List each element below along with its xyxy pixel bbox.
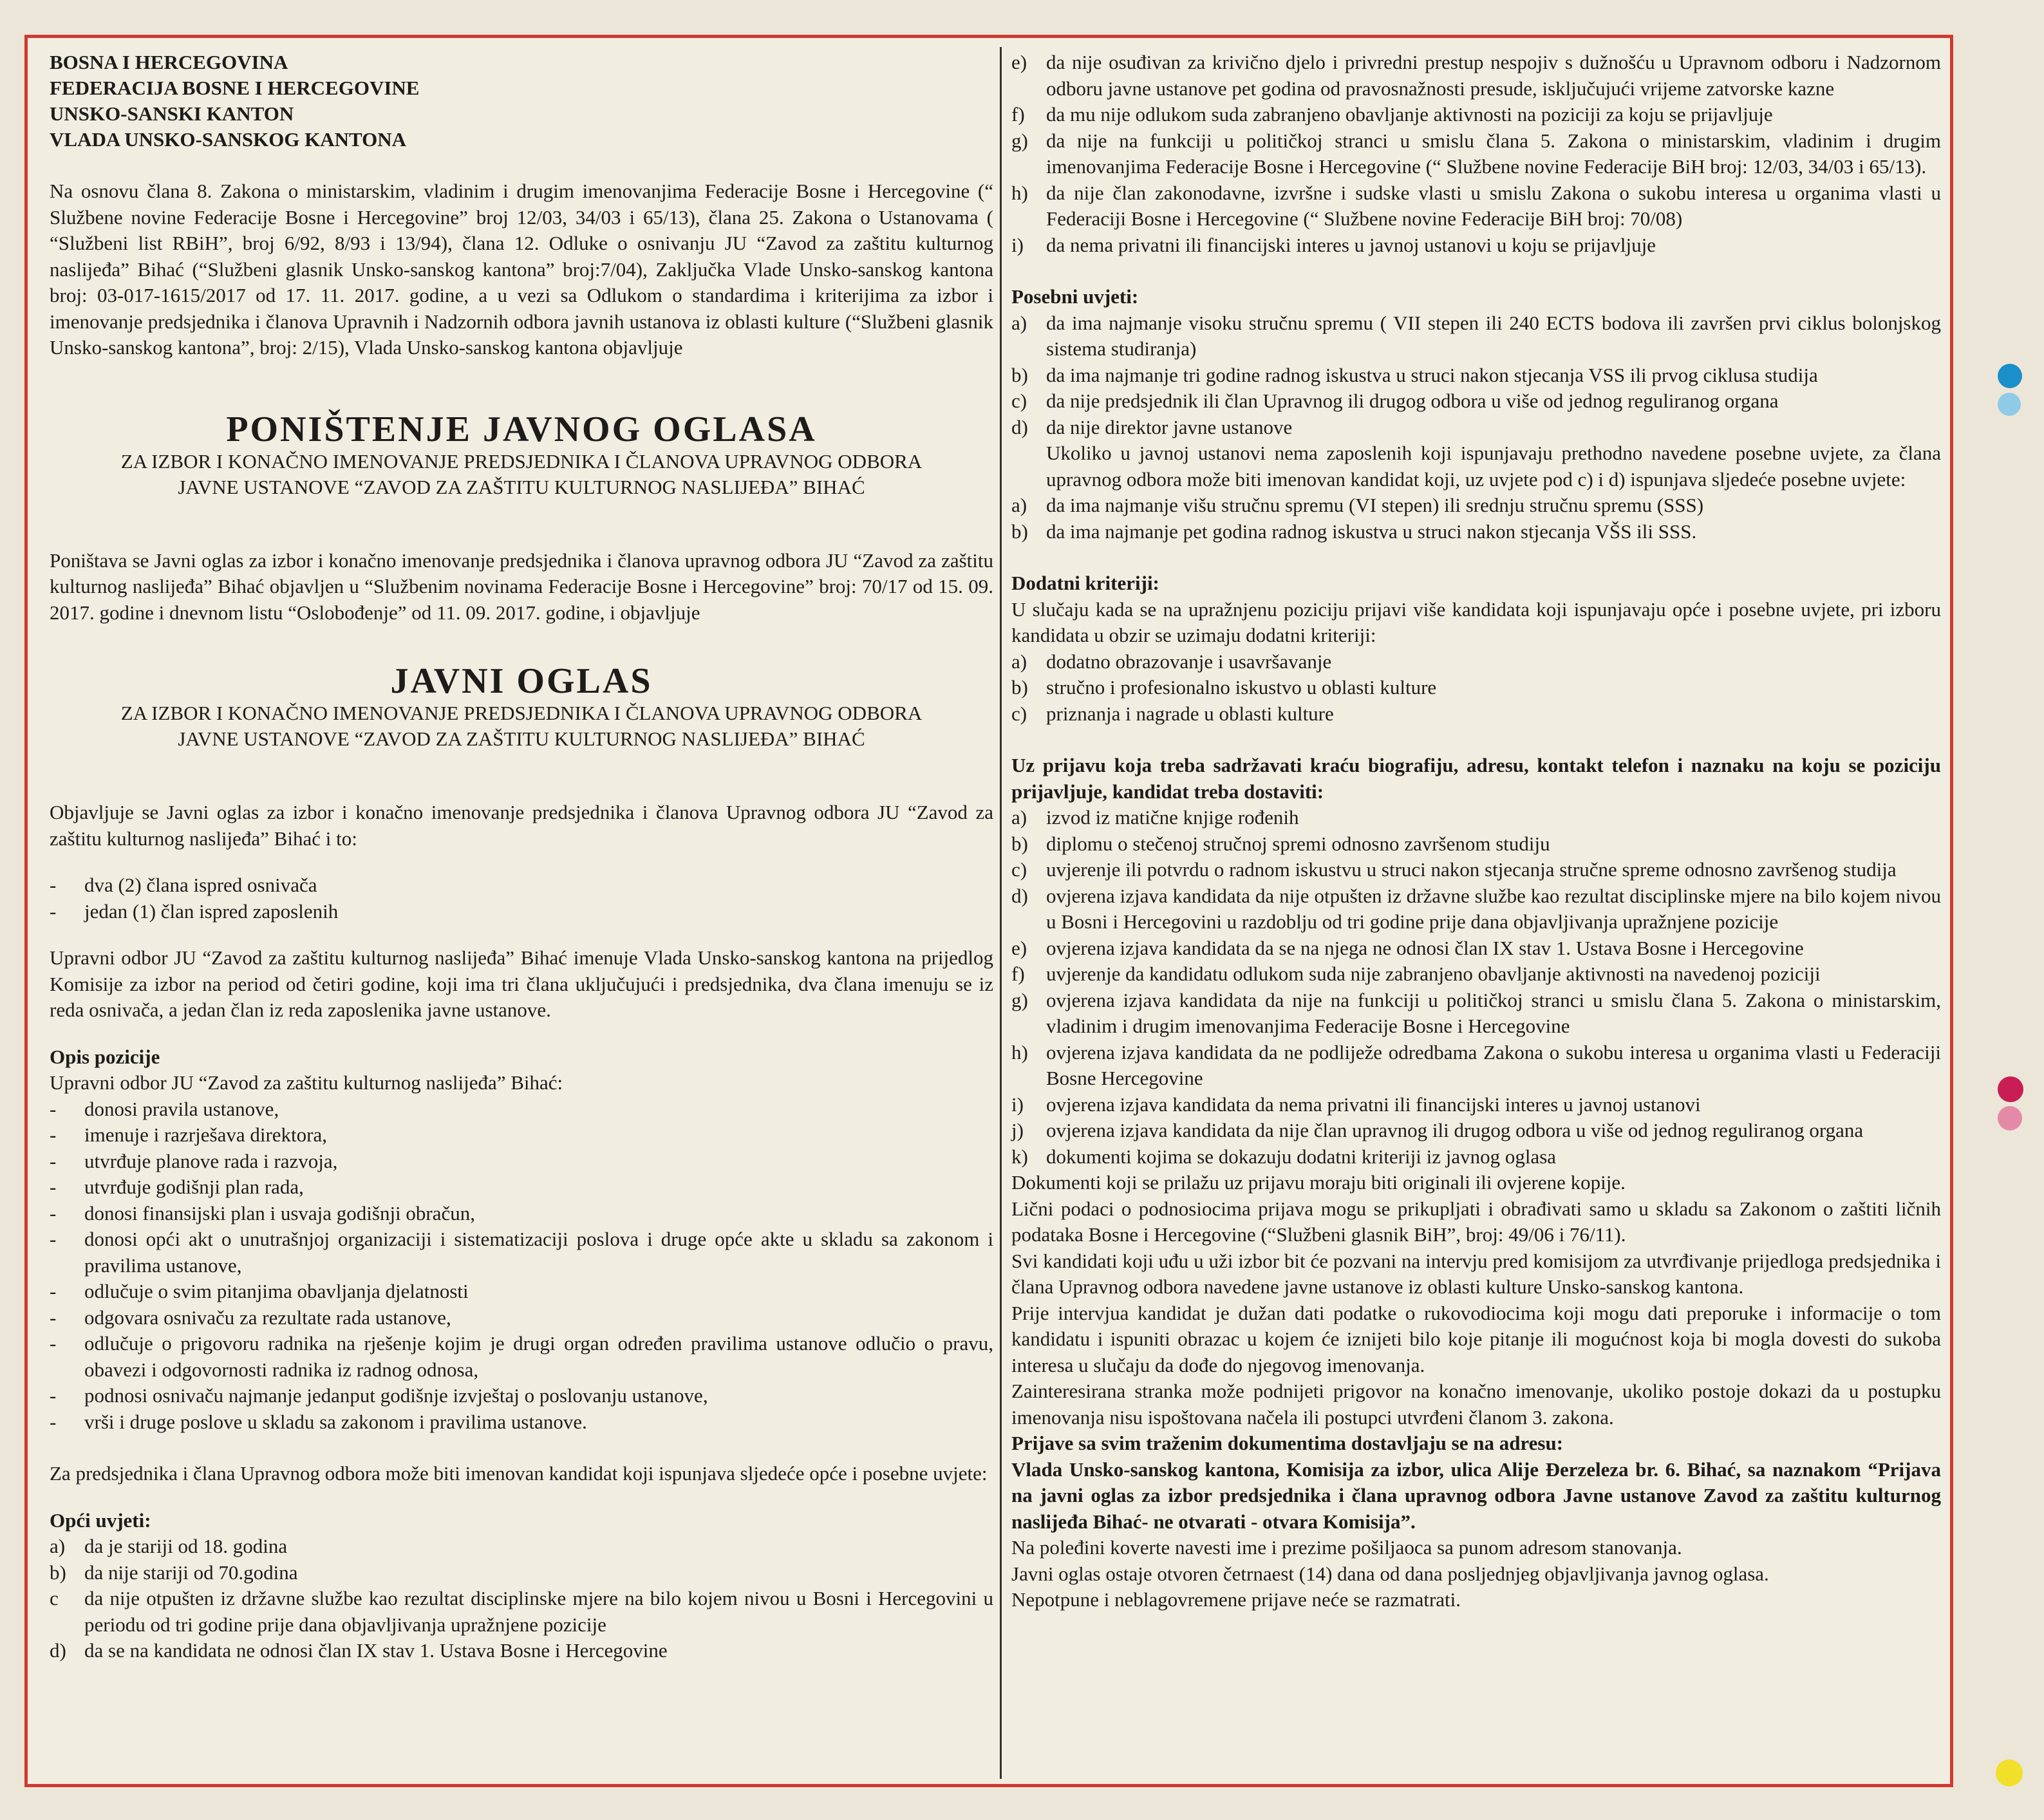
list-item: a) izvod iz matične knjige rođenih — [1011, 806, 1299, 829]
header-line: UNSKO-SANSKI KANTON — [50, 102, 294, 125]
list-item: b) stručno i profesionalno iskustvo u oblasti kulture — [1011, 676, 1437, 699]
list-item: c) da nije predsjednik ili član Upravnog ili drugog odbora u više od jednog reguliranog organa — [1011, 389, 1779, 412]
header-line: VLADA UNSKO-SANSKOG KANTONA — [50, 128, 407, 151]
annulment-subtitle-line: ZA IZBOR I KONAČNO IMENOVANJE PREDSJEDNIKA I ČLANOVA UPRAVNOG ODBORA — [120, 449, 923, 473]
list-item: c da nije otpušten iz državne službe kao rezultat disciplinske mjere na bilo kojem nivou u Bosni i Hercegovini u periodu od tri godine prije dana objavljivanja upražnjene pozicije — [50, 1587, 993, 1636]
list-item: h) ovjerena izjava kandidata da ne podliježe odredbama Zakona o sukobu interesa u organima vlasti u Federaciji Bosne Hercegovine — [1011, 1040, 1941, 1089]
list-item: a) da je stariji od 18. godina — [50, 1535, 288, 1557]
print-registration-dot — [1996, 1759, 2023, 1787]
list-item: j) ovjerena izjava kandidata da nije član upravnog ili drugog odbora u više od jednog reguliranog organa — [1011, 1119, 1864, 1141]
print-registration-dot — [1998, 1076, 2023, 1102]
list-item: - utvrđuje planove rada i razvoja, — [50, 1149, 338, 1172]
paragraph: Svi kandidati koji uđu u uži izbor bit će pozvani na intervju pred komisijom za utvrđivanje prijedloga predsjednika i člana Upravnog odbora navedene javne ustanove iz oblasti kulture Unsko-sanskog kantona. — [1011, 1249, 1941, 1298]
paragraph: Dokumenti koji se prilažu uz prijavu moraju biti originali ili ovjerene kopije. — [1011, 1171, 1626, 1194]
list-item: - jedan (1) član ispred zaposlenih — [50, 899, 339, 923]
paragraph: Nepotpune i neblagovremene prijave neće se razmatrati. — [1011, 1588, 1461, 1611]
list-item: - donosi opći akt o unutrašnjoj organizaciji i sistematizaciji poslova i druge opće akte u skladu sa zakonom i pravilima ustanove, — [50, 1228, 993, 1277]
list-item: - donosi pravila ustanove, — [50, 1097, 279, 1120]
list-item: i) da nema privatni ili financijski interes u javnoj ustanovi u koju se prijavljuje — [1011, 233, 1656, 256]
paragraph: Zainteresirana stranka može podnijeti prigovor na konačno imenovanje, ukoliko postoje dokazi da u postupku imenovanja nisu ispoštovana načela ili postupci utvrđeni članom 3. zakona. — [1011, 1380, 1941, 1429]
list-item: e) da nije osuđivan za krivično djelo i privredni prestup nespojiv s dužnošću u Upravnom odboru i Nadzornom odboru javne ustanove pet godina od pravosnažnosti presude, isključujući vrijeme zatvorske kazne — [1011, 51, 1941, 100]
notice-subtitle-line: ZA IZBOR I KONAČNO IMENOVANJE PREDSJEDNIKA I ČLANOVA UPRAVNOG ODBORA — [120, 702, 923, 724]
list-item: d) da nije direktor javne ustanove — [1011, 415, 1293, 438]
list-item: h) da nije član zakonodavne, izvršne i sudske vlasti u smislu Zakona o sukobu interesa u organima vlasti u Federaciji Bosne i Hercegovine (“ Službene novine Federacije BiH broj: 70/08) — [1011, 181, 1941, 230]
print-registration-dot — [1998, 1106, 2022, 1130]
header-line: FEDERACIJA BOSNE I HERCEGOVINE — [50, 77, 420, 99]
paragraph: Na poleđini koverte navesti ime i prezime pošiljaoca sa punom adresom stanovanja. — [1011, 1536, 1682, 1559]
issuer-header — [50, 50, 993, 153]
list-item: - odgovara osnivaču za rezultate rada ustanove, — [50, 1306, 451, 1329]
list-item: a) dodatno obrazovanje i usavršavanje — [1011, 650, 1332, 673]
list-item: b) diplomu o stečenoj stručnoj spremi odnosno završenom studiju — [1011, 832, 1550, 855]
list-item: - odlučuje o prigovoru radnika na rješenje kojim je drugi organ određen pravilima ustanove odlučio o pravu, obavezi i odgovornosti radnika iz radnog odnosa, — [50, 1332, 993, 1381]
section-intro: Upravni odbor JU “Zavod za zaštitu kulturnog naslijeđa” Bihać: — [50, 1071, 563, 1094]
list-item: a) da ima najmanje višu stručnu spremu (VI stepen) ili srednju stručnu spremu (SSS) — [1011, 494, 1704, 516]
list-item: f) da mu nije odlukom suda zabranjeno obavljanje aktivnosti na poziciji za koju se prijavljuje — [1011, 103, 1773, 126]
list-item: c) uvjerenje ili potvrdu o radnom iskustvu u struci nakon stjecanja stručne spreme odnosno završenog studija — [1011, 858, 1897, 881]
list-item: d) da se na kandidata ne odnosi član IX stav 1. Ustava Bosne i Hercegovine — [50, 1639, 668, 1662]
list-item: b) da ima najmanje pet godina radnog iskustva u struci nakon stjecanja VŠS ili SSS. — [1011, 520, 1697, 543]
right-column — [1011, 50, 1941, 1613]
paragraph: Javni oglas ostaje otvoren četrnaest (14) dana od dana posljednjeg objavljivanja javnog oglasa. — [1011, 1562, 1769, 1585]
annulment-subtitle-line: JAVNE USTANOVE “ZAVOD ZA ZAŠTITU KULTURNOG NASLIJEĐA” BIHAĆ — [178, 475, 865, 498]
notice-title: JAVNI OGLAS — [390, 661, 653, 701]
list-item: a) da ima najmanje visoku stručnu spremu ( VII stepen ili 240 ECTS bodova ili završen prvi ciklus bolonjskog sistema studiranja) — [1011, 311, 1941, 360]
conditions-text: Za predsjednika i člana Upravnog odbora može biti imenovan kandidat koji ispunjava sljedeće opće i posebne uvjete: — [50, 1462, 988, 1485]
address-text: Vlada Unsko-sanskog kantona, Komisija za izbor, ulica Alije Đerzeleza br. 6. Bihać, sa naznakom “Prijava na javni oglas za izbor predsjednika i člana upravnog odbora Javne ustanove Zavod za zaštitu kulturnog naslijeđa Bihać- ne otvarati - otvara Komisija”. — [1011, 1458, 1941, 1533]
print-registration-dot — [1998, 393, 2021, 416]
section-heading: Dodatni kriteriji: — [1011, 572, 1159, 594]
section-heading: Posebni uvjeti: — [1011, 285, 1139, 308]
list-item: e) ovjerena izjava kandidata da se na njega ne odnosi član IX stav 1. Ustava Bosne i Hercegovine — [1011, 936, 1804, 959]
list-item: k) dokumenti kojima se dokazuju dodatni kriteriji iz javnog oglasa — [1011, 1145, 1557, 1168]
annulment-text: Poništava se Javni oglas za izbor i konačno imenovanje predsjednika i članova upravnog odbora JU “Zavod za zaštitu kulturnog naslijeđa” Bihać objavljen u “Službenim novinama Federacije Bosne i Hercegovine” broj: 70/17 od 15. 09. 2017. godine i dnevnom listu “Oslobođenje” od 11. 09. 2017. godine, i objavljuje — [50, 549, 993, 624]
list-item: f) uvjerenje da kandidatu odlukom suda nije zabranjeno obavljanje aktivnosti na navedenoj poziciji — [1011, 962, 1821, 985]
section-heading: Opis pozicije — [50, 1045, 160, 1068]
list-item: i) ovjerena izjava kandidata da nema privatni ili financijski interes u javnoj ustanovi — [1011, 1093, 1701, 1116]
list-item: - vrši i druge poslove u skladu sa zakonom i pravilima ustanove. — [50, 1410, 587, 1433]
paragraph: Prije intervjua kandidat je dužan dati podatke o rukovodiocima koji mogu dati preporuke i informacije o tom kandidatu i ispuniti obrazac u kojem će iznijeti bilo koje pitanje ili mogućnost koja bi mogla dovesti do sukoba interesa u slučaju da dođe do njegovog imenovanja. — [1011, 1301, 1941, 1376]
list-item: - dva (2) člana ispred osnivača — [50, 874, 317, 896]
preamble: Na osnovu člana 8. Zakona o ministarskim, vladinim i drugim imenovanjima Federacije Bosne i Hercegovine (“ Službene novine Federacije Bosne i Hercegovine” broj 12/03, 34/03 i 65/13), člana 25. Zakona o Ustanovama ( “Službeni list RBiH”, broj 6/92, 8/93 i 13/94), člana 12. Odluke o osnivanju JU “Zavod za zaštitu kulturnog naslijeđa” Bihać (“Službeni glasnik Unsko-sanskog kantona” broj:7/04), Zaključka Vlade Unsko-sanskog kantona broj: 03-017-1615/2017 od 17. 11. 2017. godine, a u vezi sa Odlukom o standardima i kriterijima za izbor i imenovanje predsjednika i članova Upravnih i Nadzornih odbora javnih ustanova iz oblasti kulture (“Službeni glasnik Unsko-sanskog kantona”, broj: 2/15), Vlada Unsko-sanskog kantona objavljuje — [50, 180, 993, 359]
notice-subtitle-line: JAVNE USTANOVE “ZAVOD ZA ZAŠTITU KULTURNOG NASLIJEĐA” BIHAĆ — [178, 727, 865, 750]
list-item: c) priznanja i nagrade u oblasti kulture — [1011, 702, 1334, 725]
left-column — [50, 50, 993, 1664]
board-text: Upravni odbor JU “Zavod za zaštitu kulturnog naslijeđa” Bihać imenuje Vlada Unsko-sanskog kantona na prijedlog Komisije za izbor na period od četiri godine, koji ima tri člana uključujući i predsjednika, dva člana imenuju se iz reda osnivača, a jedan član iz reda zaposlenika javne ustanove. — [50, 946, 993, 1021]
column-divider — [1000, 47, 1002, 1779]
print-registration-dot — [1998, 364, 2022, 388]
list-item: b) da ima najmanje tri godine radnog iskustva u struci nakon stjecanja VSS ili prvog ciklusa studija — [1011, 363, 1818, 386]
list-item: b) da nije stariji od 70.godina — [50, 1561, 298, 1584]
list-item: - podnosi osnivaču najmanje jedanput godišnje izvještaj o poslovanju ustanove, — [50, 1384, 708, 1407]
annulment-title: PONIŠTENJE JAVNOG OGLASA — [226, 409, 817, 449]
list-item: d) ovjerena izjava kandidata da nije otpušten iz državne službe kao rezultat disciplinske mjere na bilo kojem nivou u Bosni i Hercegovini u razdoblju od tri godine prije dana objavljivanja upražnjene pozicije — [1011, 884, 1941, 933]
section-heading: Opći uvjeti: — [50, 1508, 151, 1532]
list-item: - imenuje i razrješava direktora, — [50, 1123, 327, 1146]
list-item: - odlučuje o svim pitanjima obavljanja djelatnosti — [50, 1280, 469, 1302]
announce-text: Objavljuje se Javni oglas za izbor i konačno imenovanje predsjednika i članova Upravnog odbora JU “Zavod za zaštitu kulturnog naslijeđa” Bihać i to: — [50, 801, 993, 850]
posebni-note: Ukoliko u javnoj ustanovi nema zaposlenih koji ispunjavaju prethodno navedene posebne uvjete, za člana upravnog odbora može biti imenovan kandidat koji, uz uvjete pod c) i d) ispunjava sljedeće posebne uvjete: — [1046, 442, 1941, 491]
address-intro: Prijave sa svim traženim dokumentima dostavljaju se na adresu: — [1011, 1432, 1564, 1454]
notice-frame — [24, 35, 1953, 1787]
dodatni-intro: U slučaju kada se na upražnjenu poziciju prijavi više kandidata koji ispunjavaju opće i posebne uvjete, pri izboru kandidata u obzir se uzimaju dodatni kriteriji: — [1011, 597, 1941, 646]
list-item: - utvrđuje godišnji plan rada, — [50, 1176, 304, 1198]
list-item: - donosi finansijski plan i usvaja godišnji obračun, — [50, 1201, 476, 1224]
header-line: BOSNA I HERCEGOVINA — [50, 51, 288, 73]
documents-heading: Uz prijavu koja treba sadržavati kraću biografiju, adresu, kontakt telefon i naznaku na koju se poziciju prijavljuje, kandidat treba dostaviti: — [1011, 754, 1941, 803]
list-item: g) ovjerena izjava kandidata da nije na funkciji u političkoj stranci u smislu člana 5. Zakona o ministarskim, vladinim i drugim imenovanjima Federacije Bosne i Hercegovine — [1011, 988, 1941, 1037]
list-item: g) da nije na funkciji u političkoj stranci u smislu člana 5. Zakona o ministarskim, vladinim i drugim imenovanjima Federacije Bosne i Hercegovine (“ Službene novine Federacije BiH broj: 12/03, 34/03 i 65/13). — [1011, 129, 1941, 178]
paragraph: Lični podaci o podnosiocima prijava mogu se prikupljati i obrađivati samo u skladu sa Zakonom o zaštiti ličnih podataka Bosne i Hercegovine (“Službeni glasnik BiH”, broj: 49/06 i 76/11). — [1011, 1197, 1941, 1246]
